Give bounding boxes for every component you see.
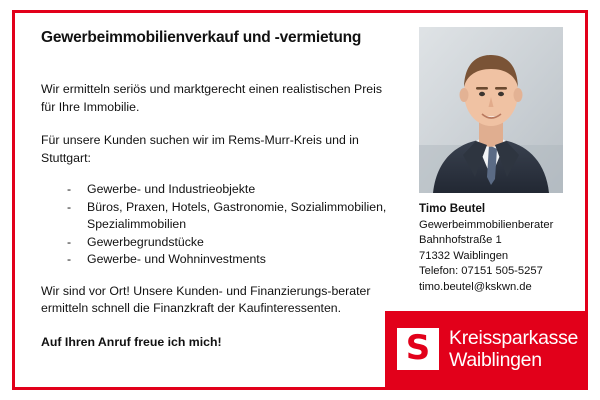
paragraph-financing: Wir sind vor Ort! Unsere Kunden- und Finanzierungs-berater ermitteln schnell die Finanzkraft der Kaufinteressenten. — [41, 283, 371, 315]
list-item-label: Gewerbe- und Wohninvestments — [87, 252, 266, 266]
closing-call-to-action: Auf Ihren Anruf freue ich mich! — [41, 334, 222, 349]
contact-block — [419, 201, 579, 295]
contact-email[interactable]: timo.beutel@kskwn.de — [419, 280, 532, 293]
bank-name-line2: Waiblingen — [449, 349, 542, 371]
sparkassen-s-glyph: S — [405, 327, 431, 368]
avatar — [419, 27, 563, 193]
paragraph-search-region: Für unsere Kunden suchen wir im Rems-Murr-Kreis und in Stuttgart: — [41, 133, 359, 165]
advertisement-card — [12, 10, 588, 390]
list-item-label: Gewerbe- und Industrieobjekte — [87, 182, 256, 196]
bullet-dash-icon: - — [67, 234, 72, 249]
list-item — [41, 199, 391, 234]
page-title: Gewerbeimmobilienverkauf und -vermietung — [41, 29, 362, 46]
bullet-dash-icon: - — [67, 252, 72, 266]
sparkassen-s-icon — [397, 328, 439, 370]
advertisement-inner — [15, 13, 585, 387]
bullet-dash-icon: - — [67, 182, 72, 196]
contact-city: 71332 Waiblingen — [419, 249, 509, 262]
body-text-column — [41, 81, 391, 351]
list-item-label: Büros, Praxen, Hotels, Gastronomie, Sozialimmobilien, Spezialimmobilien — [87, 199, 387, 231]
portrait-photo-icon — [419, 27, 563, 193]
contact-name: Timo Beutel — [419, 202, 486, 215]
bank-logo-panel — [385, 311, 585, 387]
list-item — [41, 181, 391, 199]
list-item — [41, 234, 391, 252]
paragraph-valuation: Wir ermitteln seriös und marktgerecht einen realistischen Preis für Ihre Immobilie. — [41, 82, 383, 114]
list-item — [41, 251, 391, 269]
bullet-dash-icon: - — [67, 199, 72, 214]
list-item-label: Gewerbegrundstücke — [87, 234, 204, 249]
contact-phone: Telefon: 07151 505-5257 — [419, 265, 543, 277]
property-type-list — [41, 181, 391, 269]
bank-name-line1: Kreissparkasse — [449, 327, 579, 349]
contact-role: Gewerbeimmobilienberater — [419, 218, 554, 231]
contact-street: Bahnhofstraße 1 — [419, 234, 502, 246]
bank-name — [449, 327, 578, 371]
